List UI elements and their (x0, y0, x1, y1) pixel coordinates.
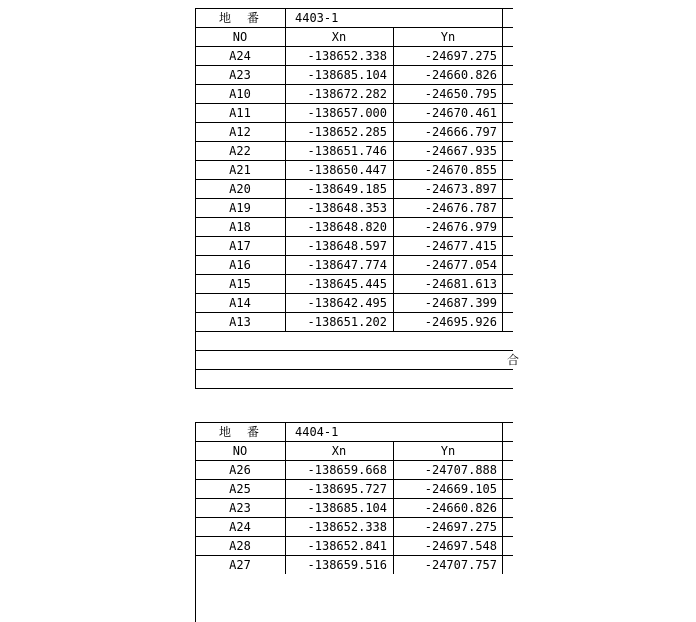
column-divider (393, 441, 394, 574)
table-left-border (195, 422, 196, 622)
coord-y: -24687.399 (424, 296, 497, 310)
coord-y: -24707.888 (424, 463, 497, 477)
coord-y: -24666.797 (424, 125, 497, 139)
coord-y: -24670.461 (424, 106, 497, 120)
coord-x: -138685.104 (307, 501, 387, 515)
blank-row (195, 369, 513, 388)
coord-y: -24681.613 (424, 277, 497, 291)
col-header-no: NO (232, 444, 248, 458)
coordinate-row (195, 312, 513, 331)
coord-x: -138652.285 (307, 125, 387, 139)
point-no: A27 (229, 558, 251, 572)
coord-x: -138652.338 (307, 49, 387, 63)
coord-y: -24695.926 (424, 315, 497, 329)
point-no: A22 (229, 144, 251, 158)
coord-x: -138648.820 (307, 220, 387, 234)
point-no: A24 (229, 520, 251, 534)
coord-x: -138652.338 (307, 520, 387, 534)
coord-y: -24669.105 (424, 482, 497, 496)
column-divider (502, 422, 503, 574)
coordinate-row (195, 46, 513, 65)
coordinate-table-4404-1 (195, 422, 513, 578)
point-no: A24 (229, 49, 251, 63)
coord-y: -24697.275 (424, 520, 497, 534)
column-divider (285, 8, 286, 331)
parcel-number: 4404-1 (295, 425, 339, 439)
coordinate-row (195, 179, 513, 198)
coordinate-row (195, 141, 513, 160)
point-no: A17 (229, 239, 251, 253)
coord-x: -138642.495 (307, 296, 387, 310)
coordinate-table-4403-1 (195, 8, 520, 384)
point-no: A23 (229, 68, 251, 82)
point-no: A19 (229, 201, 251, 215)
coordinate-row (195, 536, 513, 555)
coord-y: -24676.979 (424, 220, 497, 234)
point-no: A20 (229, 182, 251, 196)
blank-row (195, 331, 513, 350)
coord-x: -138648.353 (307, 201, 387, 215)
coord-x: -138657.000 (307, 106, 387, 120)
coord-y: -24697.548 (424, 539, 497, 553)
parcel-label: 地 番 (218, 425, 261, 439)
point-no: A25 (229, 482, 251, 496)
summary-cut-label: 合 (507, 353, 520, 367)
column-divider (285, 422, 286, 574)
summary-row (195, 350, 520, 369)
point-no: A23 (229, 501, 251, 515)
col-header-yn: Yn (440, 444, 456, 458)
coord-x: -138652.841 (307, 539, 387, 553)
coord-y: -24660.826 (424, 68, 497, 82)
coord-x: -138648.597 (307, 239, 387, 253)
coordinate-row (195, 555, 513, 574)
point-no: A10 (229, 87, 251, 101)
point-no: A14 (229, 296, 251, 310)
coordinate-row (195, 84, 513, 103)
point-no: A12 (229, 125, 251, 139)
coord-x: -138672.282 (307, 87, 387, 101)
coord-x: -138647.774 (307, 258, 387, 272)
table-left-border (195, 8, 196, 389)
coord-x: -138651.746 (307, 144, 387, 158)
coord-y: -24667.935 (424, 144, 497, 158)
coord-y: -24650.795 (424, 87, 497, 101)
col-header-xn: Xn (331, 30, 347, 44)
point-no: A16 (229, 258, 251, 272)
coordinate-row (195, 65, 513, 84)
coord-x: -138659.668 (307, 463, 387, 477)
point-no: A13 (229, 315, 251, 329)
point-no: A15 (229, 277, 251, 291)
coord-y: -24670.855 (424, 163, 497, 177)
column-divider (393, 27, 394, 331)
coordinate-row (195, 255, 513, 274)
point-no: A11 (229, 106, 251, 120)
table-bottom-border (195, 388, 513, 407)
col-header-yn: Yn (440, 30, 456, 44)
col-header-no: NO (232, 30, 248, 44)
point-no: A26 (229, 463, 251, 477)
coord-y: -24673.897 (424, 182, 497, 196)
coord-x: -138695.727 (307, 482, 387, 496)
coord-x: -138685.104 (307, 68, 387, 82)
point-no: A21 (229, 163, 251, 177)
coordinate-row (195, 122, 513, 141)
coordinate-row (195, 160, 513, 179)
coordinate-row (195, 460, 513, 479)
parcel-header-row (195, 8, 513, 27)
coord-x: -138651.202 (307, 315, 387, 329)
coordinate-row (195, 517, 513, 536)
coord-x: -138650.447 (307, 163, 387, 177)
coordinate-row (195, 217, 513, 236)
coordinate-row (195, 479, 513, 498)
column-header-row (195, 27, 513, 46)
parcel-number: 4403-1 (295, 11, 339, 25)
coord-x: -138649.185 (307, 182, 387, 196)
coord-y: -24677.415 (424, 239, 497, 253)
coordinate-row (195, 236, 513, 255)
coord-y: -24677.054 (424, 258, 497, 272)
point-no: A18 (229, 220, 251, 234)
column-divider (502, 8, 503, 331)
col-header-xn: Xn (331, 444, 347, 458)
coord-y: -24707.757 (424, 558, 497, 572)
coord-x: -138645.445 (307, 277, 387, 291)
coord-x: -138659.516 (307, 558, 387, 572)
column-header-row (195, 441, 513, 460)
point-no: A28 (229, 539, 251, 553)
coordinate-row (195, 198, 513, 217)
coord-y: -24660.826 (424, 501, 497, 515)
coordinate-row (195, 274, 513, 293)
parcel-label: 地 番 (218, 11, 261, 25)
coordinate-row (195, 498, 513, 517)
coordinate-row (195, 103, 513, 122)
coord-y: -24676.787 (424, 201, 497, 215)
parcel-header-row (195, 422, 513, 441)
coordinate-row (195, 293, 513, 312)
coord-y: -24697.275 (424, 49, 497, 63)
